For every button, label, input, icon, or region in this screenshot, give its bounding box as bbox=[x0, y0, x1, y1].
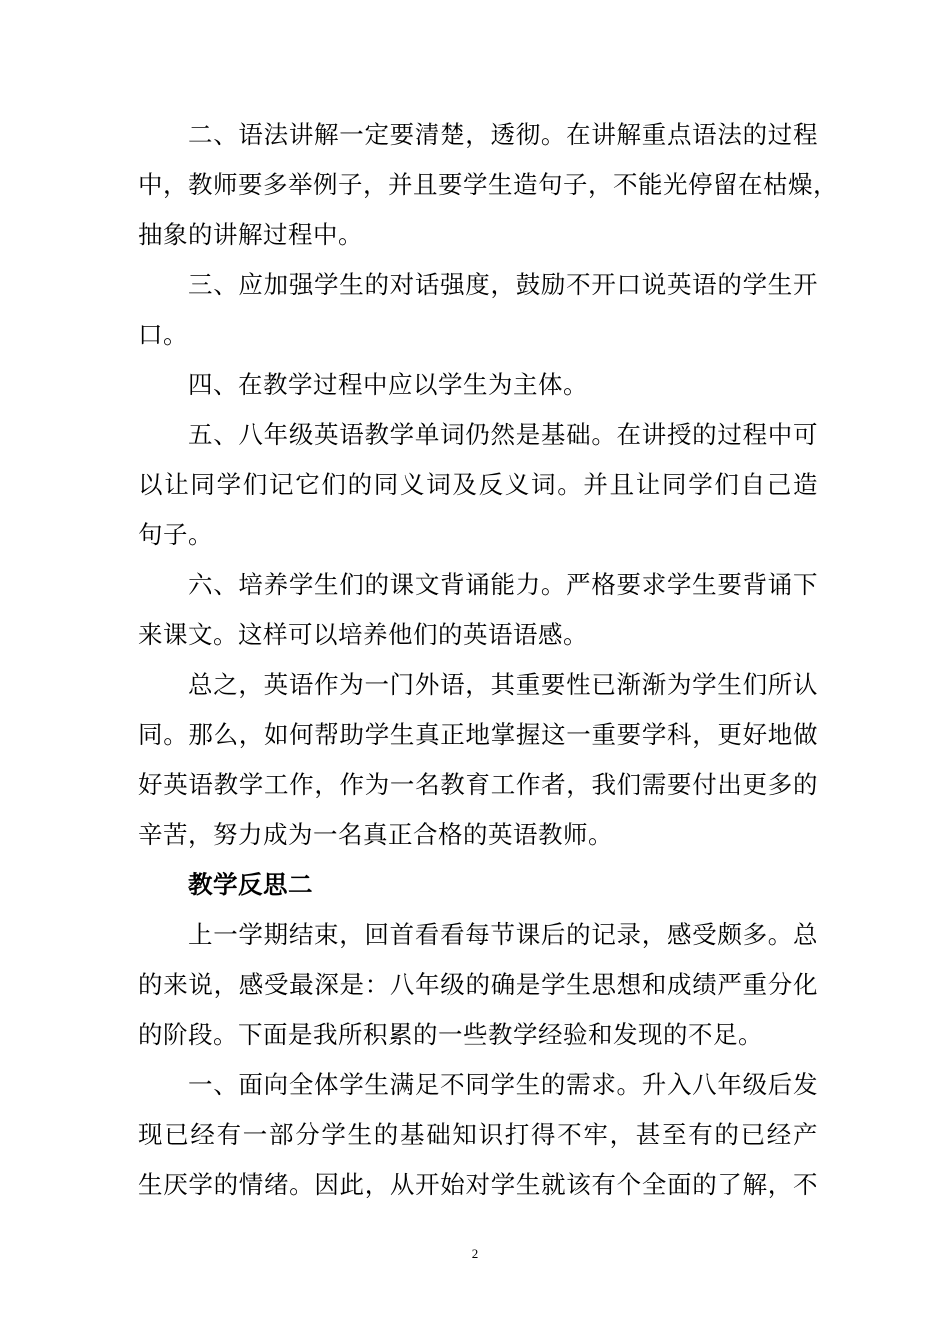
paragraph-line: 句子。 bbox=[138, 520, 213, 549]
paragraph-line: 同。那么，如何帮助学生真正地掌握这一重要学科，更好地做 bbox=[138, 720, 818, 749]
paragraph-line: 四、在教学过程中应以学生为主体。 bbox=[188, 370, 588, 399]
paragraph-line: 现已经有一部分学生的基础知识打得不牢，甚至有的已经产 bbox=[138, 1120, 818, 1149]
paragraph-line: 总之，英语作为一门外语，其重要性已渐渐为学生们所认 bbox=[188, 670, 818, 699]
paragraph-line: 上一学期结束，回首看看每节课后的记录，感受颇多。总 bbox=[188, 920, 818, 949]
paragraph-line: 以让同学们记它们的同义词及反义词。并且让同学们自己造 bbox=[138, 470, 818, 499]
paragraph-line: 六、培养学生们的课文背诵能力。严格要求学生要背诵下 bbox=[188, 570, 818, 599]
paragraph-line: 三、应加强学生的对话强度，鼓励不开口说英语的学生开 bbox=[188, 270, 818, 299]
paragraph-line: 来课文。这样可以培养他们的英语语感。 bbox=[138, 620, 588, 649]
paragraph-line: 的来说，感受最深是：八年级的确是学生思想和成绩严重分化 bbox=[138, 970, 818, 999]
page-number: 2 bbox=[471, 1246, 479, 1261]
paragraph-line: 辛苦，努力成为一名真正合格的英语教师。 bbox=[138, 820, 613, 849]
paragraph-line: 抽象的讲解过程中。 bbox=[138, 220, 363, 249]
section-heading: 教学反思二 bbox=[188, 870, 313, 899]
paragraph-line: 二、语法讲解一定要清楚，透彻。在讲解重点语法的过程 bbox=[188, 120, 818, 149]
paragraph-line: 五、八年级英语教学单词仍然是基础。在讲授的过程中可 bbox=[188, 420, 818, 449]
paragraph-line: 口。 bbox=[138, 320, 188, 349]
paragraph-line: 生厌学的情绪。因此，从开始对学生就该有个全面的了解，不 bbox=[138, 1170, 818, 1199]
paragraph-line: 好英语教学工作，作为一名教育工作者，我们需要付出更多的 bbox=[138, 770, 818, 799]
paragraph-line: 一、面向全体学生满足不同学生的需求。升入八年级后发 bbox=[188, 1070, 818, 1099]
paragraph-line: 中，教师要多举例子，并且要学生造句子，不能光停留在枯燥， bbox=[138, 170, 838, 199]
paragraph-line: 的阶段。下面是我所积累的一些教学经验和发现的不足。 bbox=[138, 1020, 763, 1049]
